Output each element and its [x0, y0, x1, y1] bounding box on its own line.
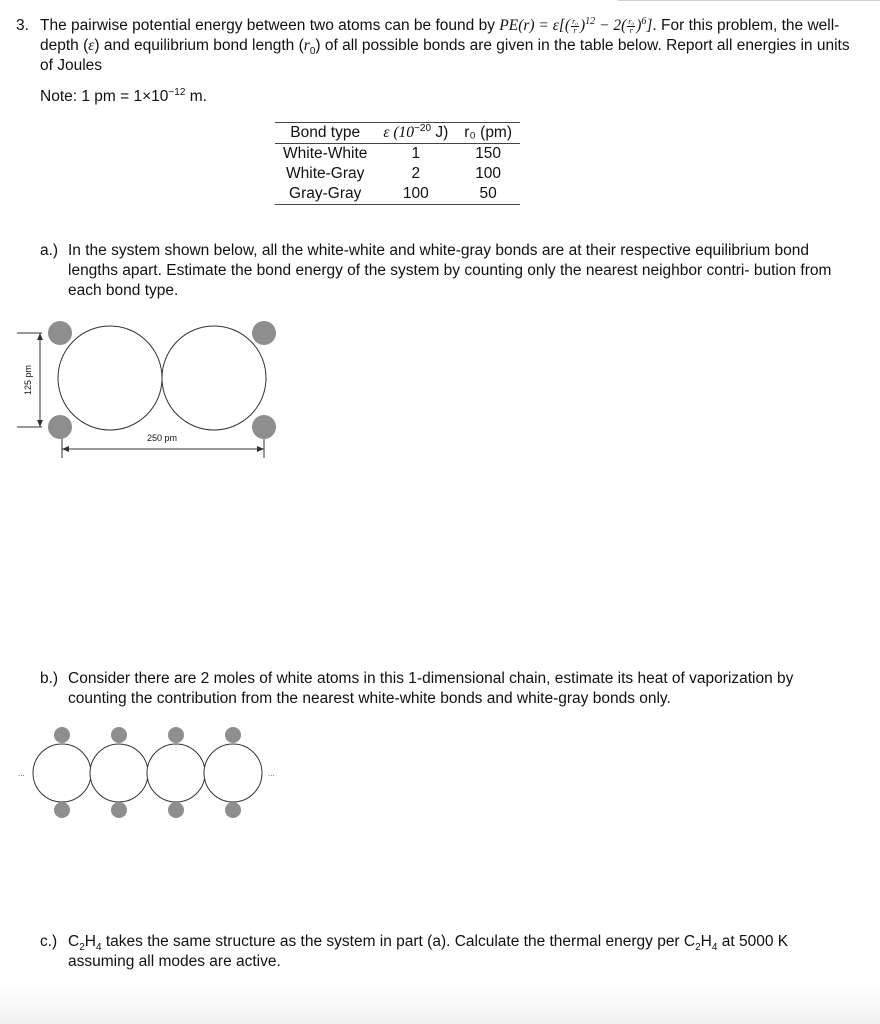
dimension-label-vertical: 125 pm	[23, 364, 33, 396]
part-b-text: Consider there are 2 moles of white atoms in this 1-dimensional chain, estimate its heat of vaporization by counting the contribution from the nearest white-white bonds and white-gray bonds only.	[68, 670, 794, 707]
arrowhead	[62, 446, 69, 452]
pe-formula: PE(r) = ε[( $\frac{\text{r₀}}{r}$ )$^{12}$ − 2( $\frac{\text{r₀}}{r}$ )$^6$]	[499, 15, 653, 35]
ellipsis-left: ...	[18, 769, 25, 778]
arrowhead	[37, 420, 43, 427]
part-b	[40, 669, 850, 709]
header-r0: r₀ (pm)	[464, 124, 513, 141]
gray-atom	[111, 802, 127, 818]
unit-note: Note: 1 pm = $1\times 10^{-12}$ m.	[40, 86, 207, 105]
gray-atom	[48, 415, 72, 439]
gray-atom	[48, 321, 72, 345]
table-header-row	[275, 123, 520, 144]
part-a	[40, 241, 850, 301]
white-atom	[147, 744, 205, 802]
question-intro: The pairwise potential energy between two atoms can be found by PE(r) = ε[( $\frac{\text{r₀}}{r}$ )$^{12}$ − 2( $\frac{\text{r₀}}{r}$ )$^6$]. For this problem, the well-depth (ε) and equilibrium bond length $(r_0)$ of all possible bonds are given in the table below. Report all energies in units of Joules	[40, 15, 850, 74]
part-b-label: b.)	[40, 670, 59, 687]
white-atom	[204, 744, 262, 802]
table-row: Gray-Gray 100 50	[275, 184, 520, 205]
dimension-label-horizontal: 250 pm	[146, 433, 178, 443]
header-epsilon: ε ($10^{-20}$ J)	[383, 122, 449, 141]
part-a-diagram	[0, 310, 300, 470]
part-a-label: a.)	[40, 242, 59, 259]
part-c-label: c.)	[40, 933, 58, 950]
part-b-chain-diagram	[0, 720, 300, 830]
gray-atom	[252, 415, 276, 439]
arrowhead	[37, 333, 43, 340]
table-row: White-Gray 2 100	[286, 165, 502, 182]
white-atom	[33, 744, 91, 802]
part-c	[40, 932, 850, 972]
gray-atom	[225, 802, 241, 818]
ellipsis-right: ...	[268, 769, 275, 778]
part-c-text: $C_2H_4$ takes the same structure as the system in part (a). Calculate the thermal energy per $C_2H_4$ at 5000 K assuming all modes are active.	[68, 933, 789, 970]
question-number: 3.	[16, 17, 29, 34]
gray-atom	[111, 727, 127, 743]
arrowhead	[257, 446, 264, 452]
top-divider	[618, 0, 880, 1]
bottom-shadow	[0, 982, 880, 1024]
gray-atom	[168, 802, 184, 818]
part-a-text: In the system shown below, all the white-white and white-gray bonds are at their respective equilibrium bond lengths apart. Estimate the bond energy of the system by counting only the nearest neighbor contri- bution from each bond type.	[68, 242, 832, 299]
gray-atom	[54, 727, 70, 743]
white-atom	[58, 326, 162, 430]
white-atom	[90, 744, 148, 802]
gray-atom	[54, 802, 70, 818]
gray-atom	[168, 727, 184, 743]
gray-atom	[252, 321, 276, 345]
white-atom	[162, 326, 266, 430]
bond-parameter-table	[275, 122, 520, 205]
table-row: White-White 1 150	[283, 145, 502, 162]
gray-atom	[225, 727, 241, 743]
header-bond-type: Bond type	[290, 124, 361, 141]
